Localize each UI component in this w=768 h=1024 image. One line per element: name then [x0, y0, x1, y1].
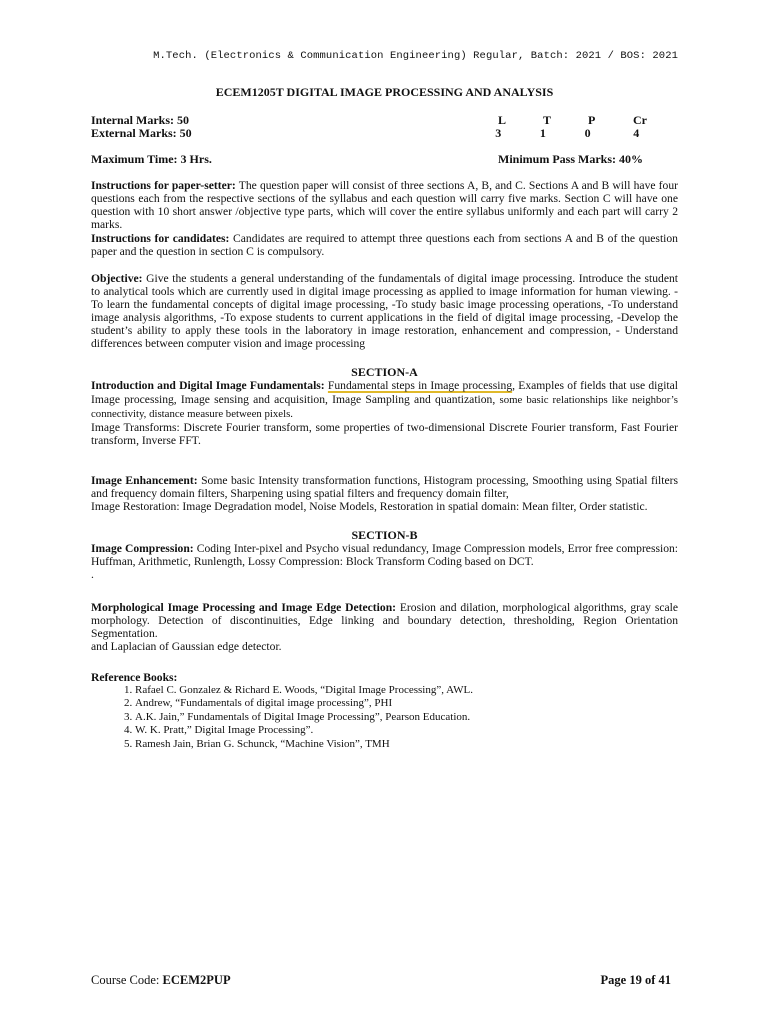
course-code — [91, 973, 231, 988]
instructions-setter — [91, 179, 678, 231]
section-a-enhancement — [91, 474, 678, 500]
section-b-compression — [91, 542, 678, 568]
spacer — [91, 513, 678, 527]
reference-item: 2. Andrew, “Fundamentals of digital image processing”, PHI — [135, 697, 678, 710]
maximum-time: Maximum Time: 3 Hrs. — [91, 152, 212, 167]
running-header: M.Tech. (Electronics & Communication Engineering) Regular, Batch: 2021 / BOS: 2021 — [153, 50, 678, 62]
ltpc-header-cr: Cr — [633, 113, 647, 128]
ltpc-header-p: P — [588, 113, 596, 128]
highlighted-text: Fundamental steps in Image processing — [327, 379, 513, 393]
reference-item: 4. W. K. Pratt,” Digital Image Processing”. — [135, 724, 678, 737]
ltpc-header-t: T — [543, 113, 552, 128]
reference-books-heading: Reference Books: — [91, 670, 178, 684]
section-a-transforms: Image Transforms: Discrete Fourier transform, some properties of two-dimensional Discrete Fourier transform, Fast Fourier transform, Inverse FFT. — [91, 420, 678, 447]
objective-paragraph — [91, 272, 678, 351]
enhancement-label: Image Enhancement: — [91, 473, 198, 487]
section-a-heading: SECTION-A — [351, 365, 418, 380]
instructions-candidates — [91, 232, 678, 258]
reference-list — [91, 684, 678, 751]
section-b-heading: SECTION-B — [351, 528, 418, 543]
objective-text: Give the students a general understanding of the fundamentals of digital image processing. Introduce the student to analytical tools which are currently used in digital image processing as applied to image information for human viewing. -To learn the fundamental concepts of digital image processing, -To study basic image processing operations, -To understand image analysis algorithms, -To expose students to current applications in the field of digital image processing, -Develop the student’s ability to apply these tools in the laboratory in image restoration, enhancement and compression, - Understand differences between computer vision and image processing — [91, 271, 678, 351]
ltpc-value-l: 3 — [495, 126, 502, 141]
instructions-candidates-text: Candidates are required to attempt three questions each from sections A and B of the question paper and the question in section C is compulsory. — [91, 231, 678, 258]
minimum-pass-marks: Minimum Pass Marks: 40% — [498, 152, 643, 167]
spacer — [91, 258, 678, 272]
intro-text: , Examples of fields that use digital Image processing, Image sensing and acquisition, Image Sampling and quantization, — [91, 379, 678, 406]
time-row — [91, 153, 678, 166]
section-b-laplacian: and Laplacian of Gaussian edge detector. — [91, 639, 282, 653]
instructions-candidates-label: Instructions for candidates: — [91, 231, 230, 245]
intro-small-text: some basic relationships like neighbor’s connectivity, distance measure between pixels. — [91, 393, 678, 420]
page-footer — [91, 973, 671, 988]
intro-label: Introduction and Digital Image Fundamentals: — [91, 379, 325, 393]
stray-dot: . — [91, 568, 94, 582]
reference-item: 1. Rafael C. Gonzalez & Richard E. Woods, “Digital Image Processing”, AWL. — [135, 684, 678, 697]
instructions-setter-text: The question paper will consist of three sections A, B, and C. Sections A and B will have four questions each from the respective sections of the syllabus and each question will carry five marks. Section C will have one question with 10 short answer /objective type parts, which will cover the entire syllabus uniformly and each part will carry 2 marks. — [91, 179, 678, 232]
internal-marks: Internal Marks: 50 — [91, 113, 189, 128]
morphology-label: Morphological Image Processing and Image Edge Detection: — [91, 600, 396, 614]
ltpc-header-l: L — [498, 113, 507, 128]
spacer — [91, 447, 678, 474]
enhancement-text: Some basic Intensity transformation functions, Histogram processing, Smoothing using Spatial filters and frequency domain filters, Sharpening using spatial filters and frequency domain filter, — [91, 473, 678, 500]
section-a-restoration: Image Restoration: Image Degradation model, Noise Models, Restoration in spatial domain: Mean filter, Order statistic. — [91, 500, 648, 514]
spacer — [91, 350, 678, 364]
course-code-label: Course Code: — [91, 973, 163, 987]
compression-text: Coding Inter-pixel and Psycho visual redundancy, Image Compression models, Error free compression: Huffman, Arithmetic, Runlength, Lossy Compression: Block Transform Coding based on DCT. — [91, 542, 679, 569]
ltpc-value-t: 1 — [539, 126, 546, 141]
reference-item: 5. Ramesh Jain, Brian G. Schunck, “Machine Vision”, TMH — [135, 738, 678, 751]
ltpc-value-cr: 4 — [633, 126, 640, 141]
page-content — [91, 86, 678, 751]
course-code-value: ECEM2PUP — [162, 973, 231, 987]
instructions-setter-label: Instructions for paper-setter: — [91, 179, 236, 193]
compression-label: Image Compression: — [91, 542, 194, 556]
spacer — [91, 653, 678, 667]
spacer — [91, 582, 678, 601]
morphology-text: Erosion and dilation, morphological algorithms, gray scale morphology. Detection of discontinuities, Edge linking and boundary detection, thresholding, Region Orientation Segmentation. — [91, 600, 678, 640]
external-marks: External Marks: 50 — [91, 126, 192, 141]
section-a-intro — [91, 379, 678, 420]
objective-label: Objective: — [91, 271, 143, 285]
section-b-morphology — [91, 601, 678, 640]
page-number: Page 19 of 41 — [600, 973, 671, 987]
ltpc-value-p: 0 — [584, 126, 591, 141]
reference-item: 3. A.K. Jain,” Fundamentals of Digital Image Processing”, Pearson Education. — [135, 711, 678, 724]
course-title: ECEM1205T DIGITAL IMAGE PROCESSING AND ANALYSIS — [215, 85, 554, 99]
marks-row-values — [91, 127, 678, 140]
